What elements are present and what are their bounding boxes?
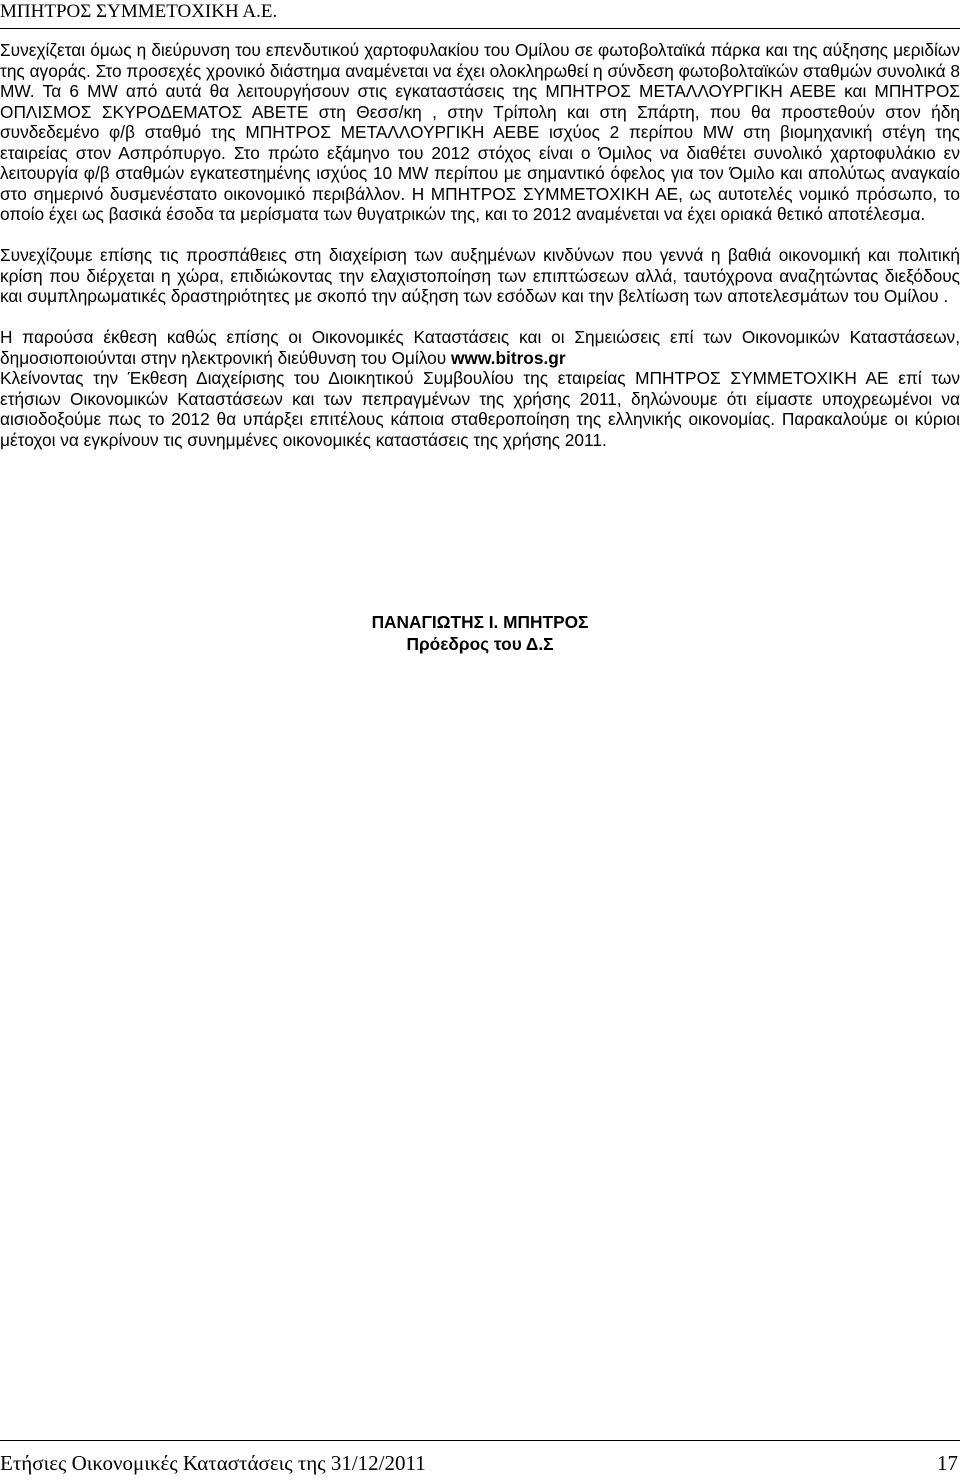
publication-text: Η παρούσα έκθεση καθώς επίσης οι Οικονομικές Καταστάσεις και οι Σημειώσεις επί των Οικονομικών Καταστάσεων, δημοσιοποιούνται στην ηλεκτρονική διεύθυνση του Ομίλου — [0, 327, 960, 368]
page-number: 17 — [937, 1451, 958, 1475]
header-divider — [0, 28, 960, 29]
paragraph-closing: Κλείνοντας την Έκθεση Διαχείρισης του Διοικητικού Συμβουλίου της εταιρείας ΜΠΗΤΡΟΣ ΣΥΜΜΕΤΟΧΙΚΗ ΑΕ επί των ετήσιων Οικονομικών Καταστάσεων και των πεπραγμένων της χρήσης 2011, δηλώνουμε ότι είμαστε υποχρεωμένοι να αισιοδοξούμε πως το 2012 θα υπάρξει επιτέλους κάποια σταθεροποίηση της ελληνικής οικονομίας. Παρακαλούμε οι κύριοι μέτοχοι να εγκρίνουν τις συνημμένες οικονομικές καταστάσεις της χρήσης 2011. — [0, 368, 960, 450]
paragraph-photovoltaic-investments: Συνεχίζεται όμως η διεύρυνση του επενδυτικού χαρτοφυλακίου του Ομίλου σε φωτοβολταϊκά πάρκα και της αύξησης μεριδίων της αγοράς. Στο προσεχές χρονικό διάστημα αναμένεται να έχει ολοκληρωθεί η σύνδεση φωτοβολταϊκών σταθμών συνολικά 8 MW. Τα 6 MW από αυτά θα λειτουργήσουν στις εγκαταστάσεις της ΜΠΗΤΡΟΣ ΜΕΤΑΛΛΟΥΡΓΙΚΗ ΑΕΒΕ και ΜΠΗΤΡΟΣ ΟΠΛΙΣΜΟΣ ΣΚΥΡΟΔΕΜΑΤΟΣ ΑΒΕΤΕ στη Θεσσ/κη , στην Τρίπολη και στη Σπάρτη, που θα προστεθούν στον ήδη συνδεδεμένο φ/β σταθμό της ΜΠΗΤΡΟΣ ΜΕΤΑΛΛΟΥΡΓΙΚΗ ΑΕΒΕ ισχύος 2 περίπου MW στη βιομηχανική στέγη της εταιρείας στον Ασπρόπυργο. Στο πρώτο εξάμηνο του 2012 στόχος είναι ο Όμιλος να διαθέτει συνολικό χαρτοφυλάκιο εν λειτουργία φ/β σταθμών εγκατεστημένης ισχύος 10 MW περίπου με σημαντικό όφελος για τον Όμιλο και απολύτως αναγκαίο στο σημερινό δυσμενέστατο οικονομικό περιβάλλον. Η ΜΠΗΤΡΟΣ ΣΥΜΜΕΤΟΧΙΚΗ ΑΕ, ως αυτοτελές νομικό πρόσωπο, το οποίο έχει ως βασικά έσοδα τα μερίσματα των θυγατρικών της, και το 2012 αναμένεται να έχει οριακά θετικό αποτέλεσμα. — [0, 40, 960, 224]
signatory-name: ΠΑΝΑΓΙΩΤΗΣ Ι. ΜΠΗΤΡΟΣ — [371, 612, 589, 632]
website-link[interactable]: www.bitros.gr — [450, 347, 566, 368]
document-header-title: ΜΠΗΤΡΟΣ ΣΥΜΜΕΤΟΧΙΚΗ Α.Ε. — [0, 1, 278, 22]
document-body — [0, 40, 960, 471]
footer-divider — [0, 1440, 960, 1441]
footer-text: Ετήσιες Οικονομικές Καταστάσεις της 31/12/2011 — [0, 1451, 426, 1475]
paragraph-risk-management: Συνεχίζουμε επίσης τις προσπάθειες στη διαχείριση των αυξημένων κινδύνων που γεννά η βαθιά οικονομική και πολιτική κρίση που διέρχεται η χώρα, επιδιώκοντας την ελαχιστοποίηση των επιπτώσεων αλλά, ταυτόχρονα αναζητώντας διεξόδους και συμπληρωματικές δραστηριότητες με σκοπό την αύξηση των εσόδων και την βελτίωση των αποτελεσμάτων του Ομίλου . — [0, 245, 960, 306]
signatory-role: Πρόεδρος του Δ.Σ — [406, 634, 554, 654]
paragraph-publication — [0, 327, 960, 368]
signature-block — [0, 611, 960, 655]
